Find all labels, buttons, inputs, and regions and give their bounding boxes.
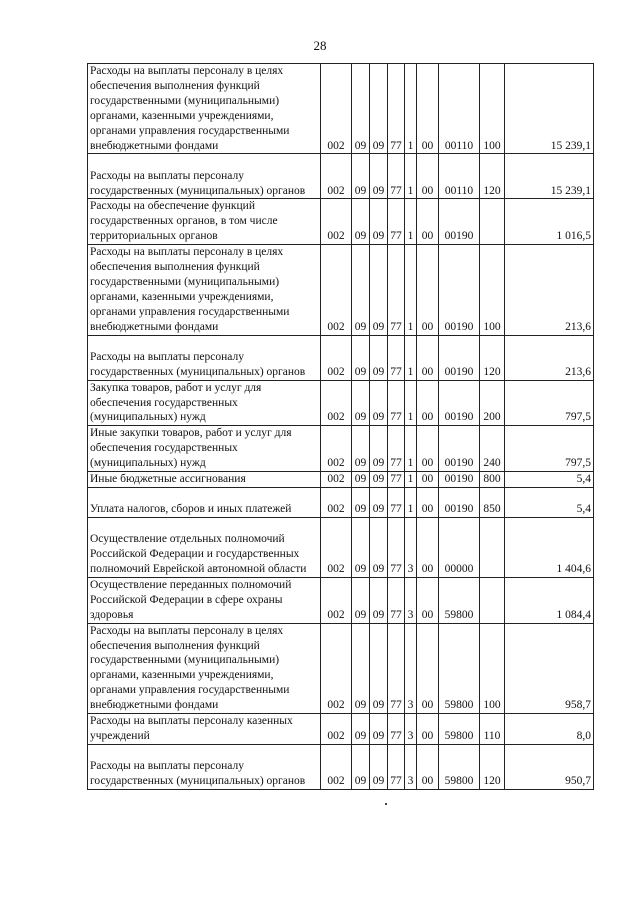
amount-cell: 5,4 (505, 487, 594, 517)
amount-cell: 958,7 (505, 623, 594, 713)
budget-code-admin: 002 (321, 623, 352, 713)
budget-code-subprogram: 1 (405, 472, 417, 488)
budget-code-type (480, 199, 505, 245)
budget-code-subsection: 09 (370, 623, 388, 713)
budget-code-admin: 002 (321, 335, 352, 380)
amount-cell: 797,5 (505, 426, 594, 472)
budget-code-subsection: 09 (370, 154, 388, 199)
budget-code-subsection: 09 (370, 380, 388, 426)
budget-code-program: 77 (388, 245, 405, 335)
budget-code-subprogram: 1 (405, 245, 417, 335)
row-description: Закупка товаров, работ и услуг для обеспечения государственных (муниципальных) нужд (88, 380, 321, 426)
table-row (88, 245, 594, 335)
budget-code-direction: 00 (417, 577, 439, 623)
amount-cell: 797,5 (505, 380, 594, 426)
budget-code-section: 09 (352, 472, 370, 488)
amount-cell: 950,7 (505, 744, 594, 789)
budget-code-subprogram: 1 (405, 426, 417, 472)
budget-code-section: 09 (352, 64, 370, 154)
amount-cell: 15 239,1 (505, 154, 594, 199)
budget-code-admin: 002 (321, 714, 352, 745)
budget-code-admin: 002 (321, 577, 352, 623)
budget-code-subprogram: 1 (405, 154, 417, 199)
budget-code-direction: 00 (417, 199, 439, 245)
row-description: Расходы на выплаты персоналу государственных (муниципальных) органов (88, 335, 321, 380)
amount-cell: 5,4 (505, 472, 594, 488)
budget-code-type: 850 (480, 487, 505, 517)
budget-code-type: 100 (480, 245, 505, 335)
table-row (88, 623, 594, 713)
budget-code-direction: 00 (417, 472, 439, 488)
table-row (88, 426, 594, 472)
row-description: Расходы на выплаты персоналу государственных (муниципальных) органов (88, 154, 321, 199)
budget-code-subprogram: 3 (405, 623, 417, 713)
budget-code-subsection: 09 (370, 472, 388, 488)
amount-cell: 1 404,6 (505, 517, 594, 577)
budget-code-program: 77 (388, 487, 405, 517)
budget-code-section: 09 (352, 199, 370, 245)
budget-code-section: 09 (352, 487, 370, 517)
budget-code-direction: 00 (417, 517, 439, 577)
budget-code-direction: 00 (417, 714, 439, 745)
budget-code-direction: 00 (417, 623, 439, 713)
budget-code-type: 120 (480, 154, 505, 199)
row-description: Уплата налогов, сборов и иных платежей (88, 487, 321, 517)
budget-code-expense: 00190 (439, 487, 480, 517)
budget-code-admin: 002 (321, 744, 352, 789)
table-row (88, 199, 594, 245)
budget-code-type: 120 (480, 744, 505, 789)
budget-code-direction: 00 (417, 380, 439, 426)
amount-cell: 1 084,4 (505, 577, 594, 623)
budget-code-subprogram: 1 (405, 380, 417, 426)
table-row (88, 472, 594, 488)
table-row (88, 154, 594, 199)
budget-code-type: 200 (480, 380, 505, 426)
budget-code-section: 09 (352, 335, 370, 380)
row-description: Расходы на выплаты персоналу в целях обеспечения выполнения функций государственными (муниципальными) органами, казенными учреждениями, органами управления государственными внебюджетными фондами (88, 245, 321, 335)
budget-code-section: 09 (352, 154, 370, 199)
budget-code-admin: 002 (321, 245, 352, 335)
budget-code-direction: 00 (417, 744, 439, 789)
row-description: Иные бюджетные ассигнования (88, 472, 321, 488)
budget-code-type: 100 (480, 623, 505, 713)
budget-code-program: 77 (388, 64, 405, 154)
budget-code-section: 09 (352, 380, 370, 426)
amount-cell: 1 016,5 (505, 199, 594, 245)
budget-code-direction: 00 (417, 64, 439, 154)
budget-code-type: 110 (480, 714, 505, 745)
budget-code-subsection: 09 (370, 426, 388, 472)
budget-code-section: 09 (352, 577, 370, 623)
budget-code-program: 77 (388, 154, 405, 199)
budget-code-program: 77 (388, 577, 405, 623)
budget-code-program: 77 (388, 714, 405, 745)
budget-code-program: 77 (388, 517, 405, 577)
budget-code-admin: 002 (321, 426, 352, 472)
table-row (88, 487, 594, 517)
budget-code-type: 120 (480, 335, 505, 380)
budget-code-subprogram: 3 (405, 714, 417, 745)
budget-code-subsection: 09 (370, 245, 388, 335)
budget-code-subsection: 09 (370, 199, 388, 245)
budget-code-subprogram: 3 (405, 517, 417, 577)
budget-code-subsection: 09 (370, 335, 388, 380)
budget-code-admin: 002 (321, 154, 352, 199)
budget-table (87, 63, 594, 790)
budget-code-admin: 002 (321, 487, 352, 517)
table-row (88, 517, 594, 577)
budget-code-direction: 00 (417, 154, 439, 199)
amount-cell: 213,6 (505, 335, 594, 380)
row-description: Расходы на обеспечение функций государственных органов, в том числе территориальных органов (88, 199, 321, 245)
budget-code-expense: 00000 (439, 517, 480, 577)
amount-cell: 8,0 (505, 714, 594, 745)
row-description: Осуществление отдельных полномочий Российской Федерации и государственных полномочий Еврейской автономной области (88, 517, 321, 577)
budget-code-expense: 00190 (439, 380, 480, 426)
budget-code-program: 77 (388, 426, 405, 472)
budget-code-type (480, 517, 505, 577)
budget-code-type: 800 (480, 472, 505, 488)
budget-code-subsection: 09 (370, 487, 388, 517)
table-row (88, 335, 594, 380)
budget-code-subsection: 09 (370, 517, 388, 577)
budget-code-section: 09 (352, 714, 370, 745)
budget-code-admin: 002 (321, 472, 352, 488)
budget-code-type (480, 577, 505, 623)
row-description: Расходы на выплаты персоналу государственных (муниципальных) органов (88, 744, 321, 789)
budget-code-program: 77 (388, 335, 405, 380)
table-row (88, 380, 594, 426)
page-number: 28 (313, 38, 327, 53)
budget-code-program: 77 (388, 744, 405, 789)
row-description: Осуществление переданных полномочий Российской Федерации в сфере охраны здоровья (88, 577, 321, 623)
budget-code-type: 100 (480, 64, 505, 154)
budget-code-expense: 00110 (439, 64, 480, 154)
budget-code-expense: 59800 (439, 744, 480, 789)
budget-code-section: 09 (352, 426, 370, 472)
budget-code-expense: 59800 (439, 714, 480, 745)
row-description: Иные закупки товаров, работ и услуг для обеспечения государственных (муниципальных) нужд (88, 426, 321, 472)
table-row (88, 64, 594, 154)
budget-code-expense: 00190 (439, 199, 480, 245)
budget-code-admin: 002 (321, 64, 352, 154)
budget-code-program: 77 (388, 199, 405, 245)
budget-code-program: 77 (388, 380, 405, 426)
budget-code-admin: 002 (321, 380, 352, 426)
budget-code-direction: 00 (417, 426, 439, 472)
budget-code-subprogram: 1 (405, 64, 417, 154)
row-description: Расходы на выплаты персоналу в целях обеспечения выполнения функций государственными (муниципальными) органами, казенными учреждениями, органами управления государственными внебюджетными фондами (88, 623, 321, 713)
table-row (88, 577, 594, 623)
budget-code-admin: 002 (321, 199, 352, 245)
budget-code-program: 77 (388, 623, 405, 713)
budget-code-subprogram: 1 (405, 335, 417, 380)
scan-mark (385, 803, 387, 805)
amount-cell: 213,6 (505, 245, 594, 335)
table-row (88, 714, 594, 745)
budget-code-subsection: 09 (370, 744, 388, 789)
budget-code-section: 09 (352, 245, 370, 335)
budget-code-subprogram: 3 (405, 577, 417, 623)
row-description: Расходы на выплаты персоналу в целях обеспечения выполнения функций государственными (муниципальными) органами, казенными учреждениями, органами управления государственными внебюджетными фондами (88, 64, 321, 154)
budget-code-direction: 00 (417, 487, 439, 517)
budget-code-subsection: 09 (370, 577, 388, 623)
table-row (88, 744, 594, 789)
budget-code-section: 09 (352, 623, 370, 713)
budget-code-section: 09 (352, 744, 370, 789)
budget-code-subprogram: 1 (405, 487, 417, 517)
budget-code-direction: 00 (417, 245, 439, 335)
budget-code-expense: 00110 (439, 154, 480, 199)
budget-code-section: 09 (352, 517, 370, 577)
budget-code-expense: 00190 (439, 426, 480, 472)
amount-cell: 15 239,1 (505, 64, 594, 154)
budget-code-expense: 59800 (439, 577, 480, 623)
budget-code-program: 77 (388, 472, 405, 488)
budget-code-subprogram: 3 (405, 744, 417, 789)
budget-code-type: 240 (480, 426, 505, 472)
budget-table-body (88, 64, 594, 790)
budget-code-expense: 59800 (439, 623, 480, 713)
budget-code-subsection: 09 (370, 714, 388, 745)
budget-code-direction: 00 (417, 335, 439, 380)
row-description: Расходы на выплаты персоналу казенных учреждений (88, 714, 321, 745)
budget-code-expense: 00190 (439, 335, 480, 380)
budget-code-expense: 00190 (439, 245, 480, 335)
budget-code-expense: 00190 (439, 472, 480, 488)
budget-code-subprogram: 1 (405, 199, 417, 245)
budget-code-admin: 002 (321, 517, 352, 577)
budget-code-subsection: 09 (370, 64, 388, 154)
